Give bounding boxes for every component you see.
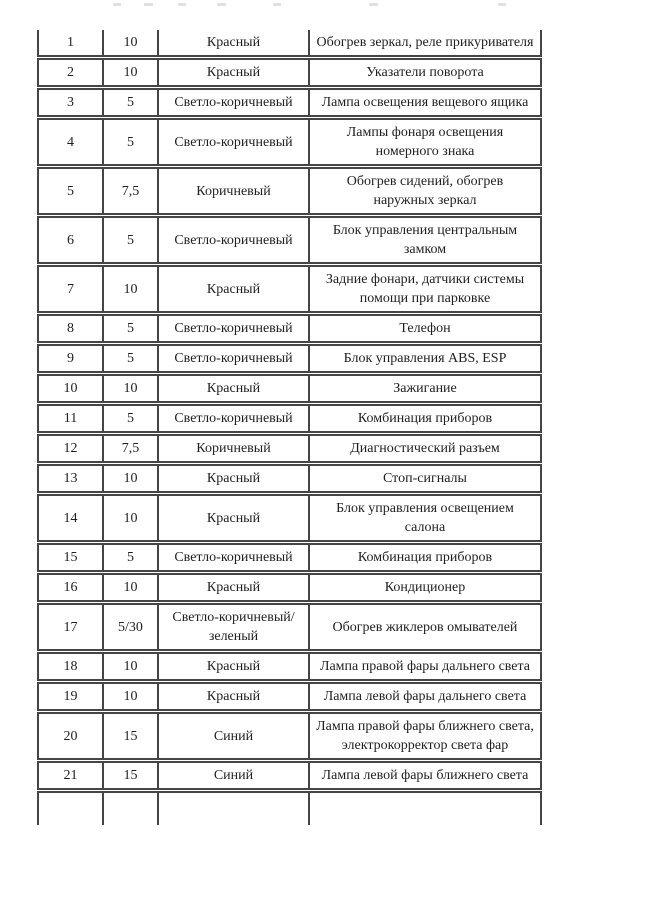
empty-cell bbox=[103, 791, 158, 825]
amperage-cell: 5 bbox=[103, 314, 158, 344]
fuse-number-cell: 15 bbox=[38, 543, 103, 573]
amperage-cell: 15 bbox=[103, 712, 158, 761]
fuse-color-cell: Красный bbox=[158, 265, 309, 314]
fuse-color-cell: Светло-коричневый bbox=[158, 404, 309, 434]
fuse-color-cell: Светло-коричневый bbox=[158, 216, 309, 265]
fuse-number-cell: 20 bbox=[38, 712, 103, 761]
amperage-cell: 10 bbox=[103, 464, 158, 494]
fuse-number-cell: 16 bbox=[38, 573, 103, 603]
amperage-cell: 10 bbox=[103, 30, 158, 58]
table-row bbox=[38, 88, 541, 118]
amperage-cell: 5 bbox=[103, 118, 158, 167]
fuse-color-cell: Коричневый bbox=[158, 167, 309, 216]
table-row bbox=[38, 573, 541, 603]
fuse-number-cell: 5 bbox=[38, 167, 103, 216]
fuse-color-cell: Синий bbox=[158, 712, 309, 761]
table-row bbox=[38, 543, 541, 573]
fuse-color-cell: Светло-коричневый bbox=[158, 118, 309, 167]
function-cell: Лампа правой фары ближнего света, электрокорректор света фар bbox=[309, 712, 541, 761]
fuse-number-cell: 6 bbox=[38, 216, 103, 265]
fuse-color-cell: Красный bbox=[158, 58, 309, 88]
empty-cell bbox=[38, 791, 103, 825]
fuse-number-cell: 12 bbox=[38, 434, 103, 464]
amperage-cell: 10 bbox=[103, 494, 158, 543]
amperage-cell: 5 bbox=[103, 216, 158, 265]
table-row bbox=[38, 374, 541, 404]
fuse-number-cell: 3 bbox=[38, 88, 103, 118]
fuse-number-cell: 10 bbox=[38, 374, 103, 404]
fuse-number-cell: 1 bbox=[38, 30, 103, 58]
function-cell: Диагностический разъем bbox=[309, 434, 541, 464]
function-cell: Обогрев жиклеров омывателей bbox=[309, 603, 541, 652]
table-row bbox=[38, 682, 541, 712]
fuse-number-cell: 7 bbox=[38, 265, 103, 314]
amperage-cell: 5 bbox=[103, 404, 158, 434]
clipped-table-row bbox=[38, 791, 541, 825]
function-cell: Указатели поворота bbox=[309, 58, 541, 88]
function-cell: Обогрев зеркал, реле прикуривателя bbox=[309, 30, 541, 58]
amperage-cell: 10 bbox=[103, 573, 158, 603]
clipped-text-artifact bbox=[178, 3, 186, 6]
table-row bbox=[38, 118, 541, 167]
fuse-color-cell: Красный bbox=[158, 494, 309, 543]
amperage-cell: 5 bbox=[103, 88, 158, 118]
fuse-color-cell: Синий bbox=[158, 761, 309, 791]
fuse-number-cell: 19 bbox=[38, 682, 103, 712]
function-cell: Лампы фонаря освещения номерного знака bbox=[309, 118, 541, 167]
function-cell: Комбинация приборов bbox=[309, 543, 541, 573]
fuse-color-cell: Светло-коричневый bbox=[158, 543, 309, 573]
function-cell: Блок управления центральным замком bbox=[309, 216, 541, 265]
fuse-number-cell: 14 bbox=[38, 494, 103, 543]
fuse-color-cell: Светло-коричневый bbox=[158, 314, 309, 344]
fuse-number-cell: 2 bbox=[38, 58, 103, 88]
table-row bbox=[38, 30, 541, 58]
table-row bbox=[38, 344, 541, 374]
function-cell: Блок управления ABS, ESP bbox=[309, 344, 541, 374]
clipped-text-artifact bbox=[144, 3, 153, 6]
fuse-color-cell: Красный bbox=[158, 682, 309, 712]
fuse-color-cell: Красный bbox=[158, 573, 309, 603]
fuse-number-cell: 13 bbox=[38, 464, 103, 494]
fuse-number-cell: 17 bbox=[38, 603, 103, 652]
fuse-color-cell: Светло-коричневый bbox=[158, 344, 309, 374]
table-row bbox=[38, 216, 541, 265]
table-row bbox=[38, 58, 541, 88]
amperage-cell: 7,5 bbox=[103, 167, 158, 216]
table-row bbox=[38, 464, 541, 494]
function-cell: Стоп-сигналы bbox=[309, 464, 541, 494]
table-row bbox=[38, 404, 541, 434]
empty-cell bbox=[158, 791, 309, 825]
function-cell: Задние фонари, датчики системы помощи при парковке bbox=[309, 265, 541, 314]
table-row bbox=[38, 167, 541, 216]
function-cell: Лампа правой фары дальнего света bbox=[309, 652, 541, 682]
fuse-table-body bbox=[38, 30, 541, 825]
amperage-cell: 7,5 bbox=[103, 434, 158, 464]
amperage-cell: 10 bbox=[103, 682, 158, 712]
function-cell: Зажигание bbox=[309, 374, 541, 404]
fuse-color-cell: Красный bbox=[158, 374, 309, 404]
function-cell: Лампа левой фары дальнего света bbox=[309, 682, 541, 712]
function-cell: Кондиционер bbox=[309, 573, 541, 603]
fuse-number-cell: 18 bbox=[38, 652, 103, 682]
clipped-text-artifact bbox=[217, 3, 226, 6]
fuse-color-cell: Светло-коричневый/зеленый bbox=[158, 603, 309, 652]
amperage-cell: 5/30 bbox=[103, 603, 158, 652]
clipped-text-artifact bbox=[369, 3, 378, 6]
fuse-number-cell: 9 bbox=[38, 344, 103, 374]
amperage-cell: 10 bbox=[103, 58, 158, 88]
fuse-number-cell: 11 bbox=[38, 404, 103, 434]
table-row bbox=[38, 265, 541, 314]
fuse-number-cell: 4 bbox=[38, 118, 103, 167]
function-cell: Блок управления освещением салона bbox=[309, 494, 541, 543]
empty-cell bbox=[309, 791, 541, 825]
amperage-cell: 10 bbox=[103, 265, 158, 314]
table-row bbox=[38, 434, 541, 464]
table-row bbox=[38, 494, 541, 543]
table-row bbox=[38, 712, 541, 761]
clipped-text-artifact bbox=[113, 3, 121, 6]
amperage-cell: 15 bbox=[103, 761, 158, 791]
function-cell: Обогрев сидений, обогрев наружных зеркал bbox=[309, 167, 541, 216]
amperage-cell: 10 bbox=[103, 652, 158, 682]
fuse-color-cell: Светло-коричневый bbox=[158, 88, 309, 118]
table-row bbox=[38, 761, 541, 791]
table-row bbox=[38, 603, 541, 652]
function-cell: Лампа левой фары ближнего света bbox=[309, 761, 541, 791]
fuse-number-cell: 21 bbox=[38, 761, 103, 791]
amperage-cell: 5 bbox=[103, 543, 158, 573]
fuse-assignment-table bbox=[37, 30, 542, 825]
fuse-color-cell: Красный bbox=[158, 30, 309, 58]
amperage-cell: 5 bbox=[103, 344, 158, 374]
function-cell: Лампа освещения вещевого ящика bbox=[309, 88, 541, 118]
table-row bbox=[38, 314, 541, 344]
clipped-text-artifact bbox=[273, 3, 281, 6]
table-row bbox=[38, 652, 541, 682]
fuse-color-cell: Красный bbox=[158, 464, 309, 494]
amperage-cell: 10 bbox=[103, 374, 158, 404]
function-cell: Комбинация приборов bbox=[309, 404, 541, 434]
fuse-color-cell: Коричневый bbox=[158, 434, 309, 464]
clipped-text-artifact bbox=[498, 3, 506, 6]
fuse-number-cell: 8 bbox=[38, 314, 103, 344]
fuse-color-cell: Красный bbox=[158, 652, 309, 682]
function-cell: Телефон bbox=[309, 314, 541, 344]
